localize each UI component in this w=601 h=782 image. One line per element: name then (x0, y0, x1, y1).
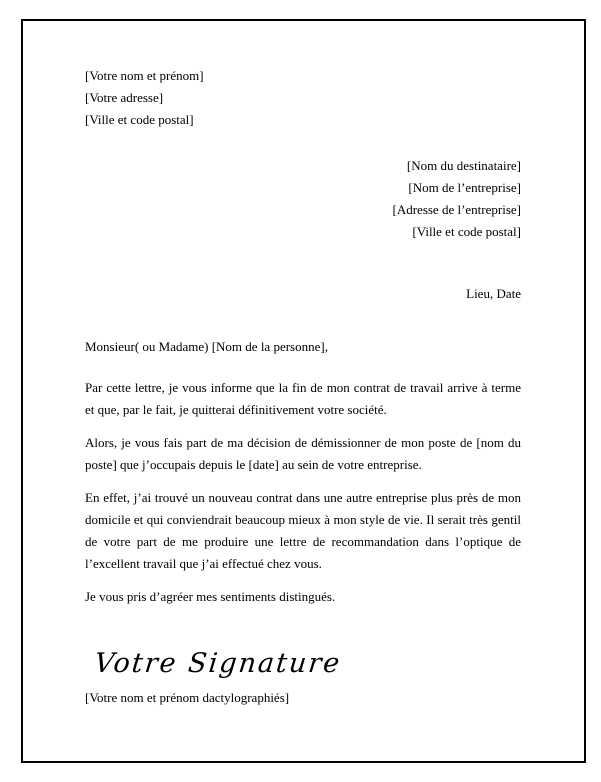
recipient-company-address-line: [Adresse de l’entreprise] (392, 202, 521, 217)
recipient-company-line: [Nom de l’entreprise] (408, 180, 521, 195)
paragraph-reason-recommendation: En effet, j’ai trouvé un nouveau contrat dans une autre entreprise plus près de mon domicile et qui conviendrait beaucoup mieux à mon style de vie. Il serait très gentil de votre part de me produire une lettre de recommandation dans l’optique de l’excellent travail que j’ai effectué chez vous. (85, 490, 521, 571)
recipient-address-block (85, 155, 521, 243)
salutation-line: Monsieur( ou Madame) [Nom de la personne], (85, 339, 328, 354)
paragraph-resignation-decision: Alors, je vous fais part de ma décision de démissionner de mon poste de [nom du poste] que j’occupais depuis le [date] au sein de votre entreprise. (85, 435, 521, 472)
place-date-line: Lieu, Date (466, 286, 521, 301)
closing-line: Je vous pris d’agréer mes sentiments distingués. (85, 589, 336, 604)
typed-name-line: [Votre nom et prénom dactylographiés] (85, 690, 290, 705)
sender-city-line: [Ville et code postal] (85, 112, 194, 127)
recipient-city-line: [Ville et code postal] (412, 224, 521, 239)
handwritten-signature: Votre Signature (93, 648, 343, 679)
sender-address-block (85, 65, 521, 131)
letter-document (85, 65, 521, 709)
sender-address-line: [Votre adresse] (85, 90, 164, 105)
recipient-name-line: [Nom du destinataire] (406, 158, 521, 173)
paragraph-contract-end: Par cette lettre, je vous informe que la fin de mon contrat de travail arrive à terme et que, par le fait, je quitterai définitivement votre société. (85, 380, 521, 417)
sender-name-line: [Votre nom et prénom] (85, 68, 204, 83)
